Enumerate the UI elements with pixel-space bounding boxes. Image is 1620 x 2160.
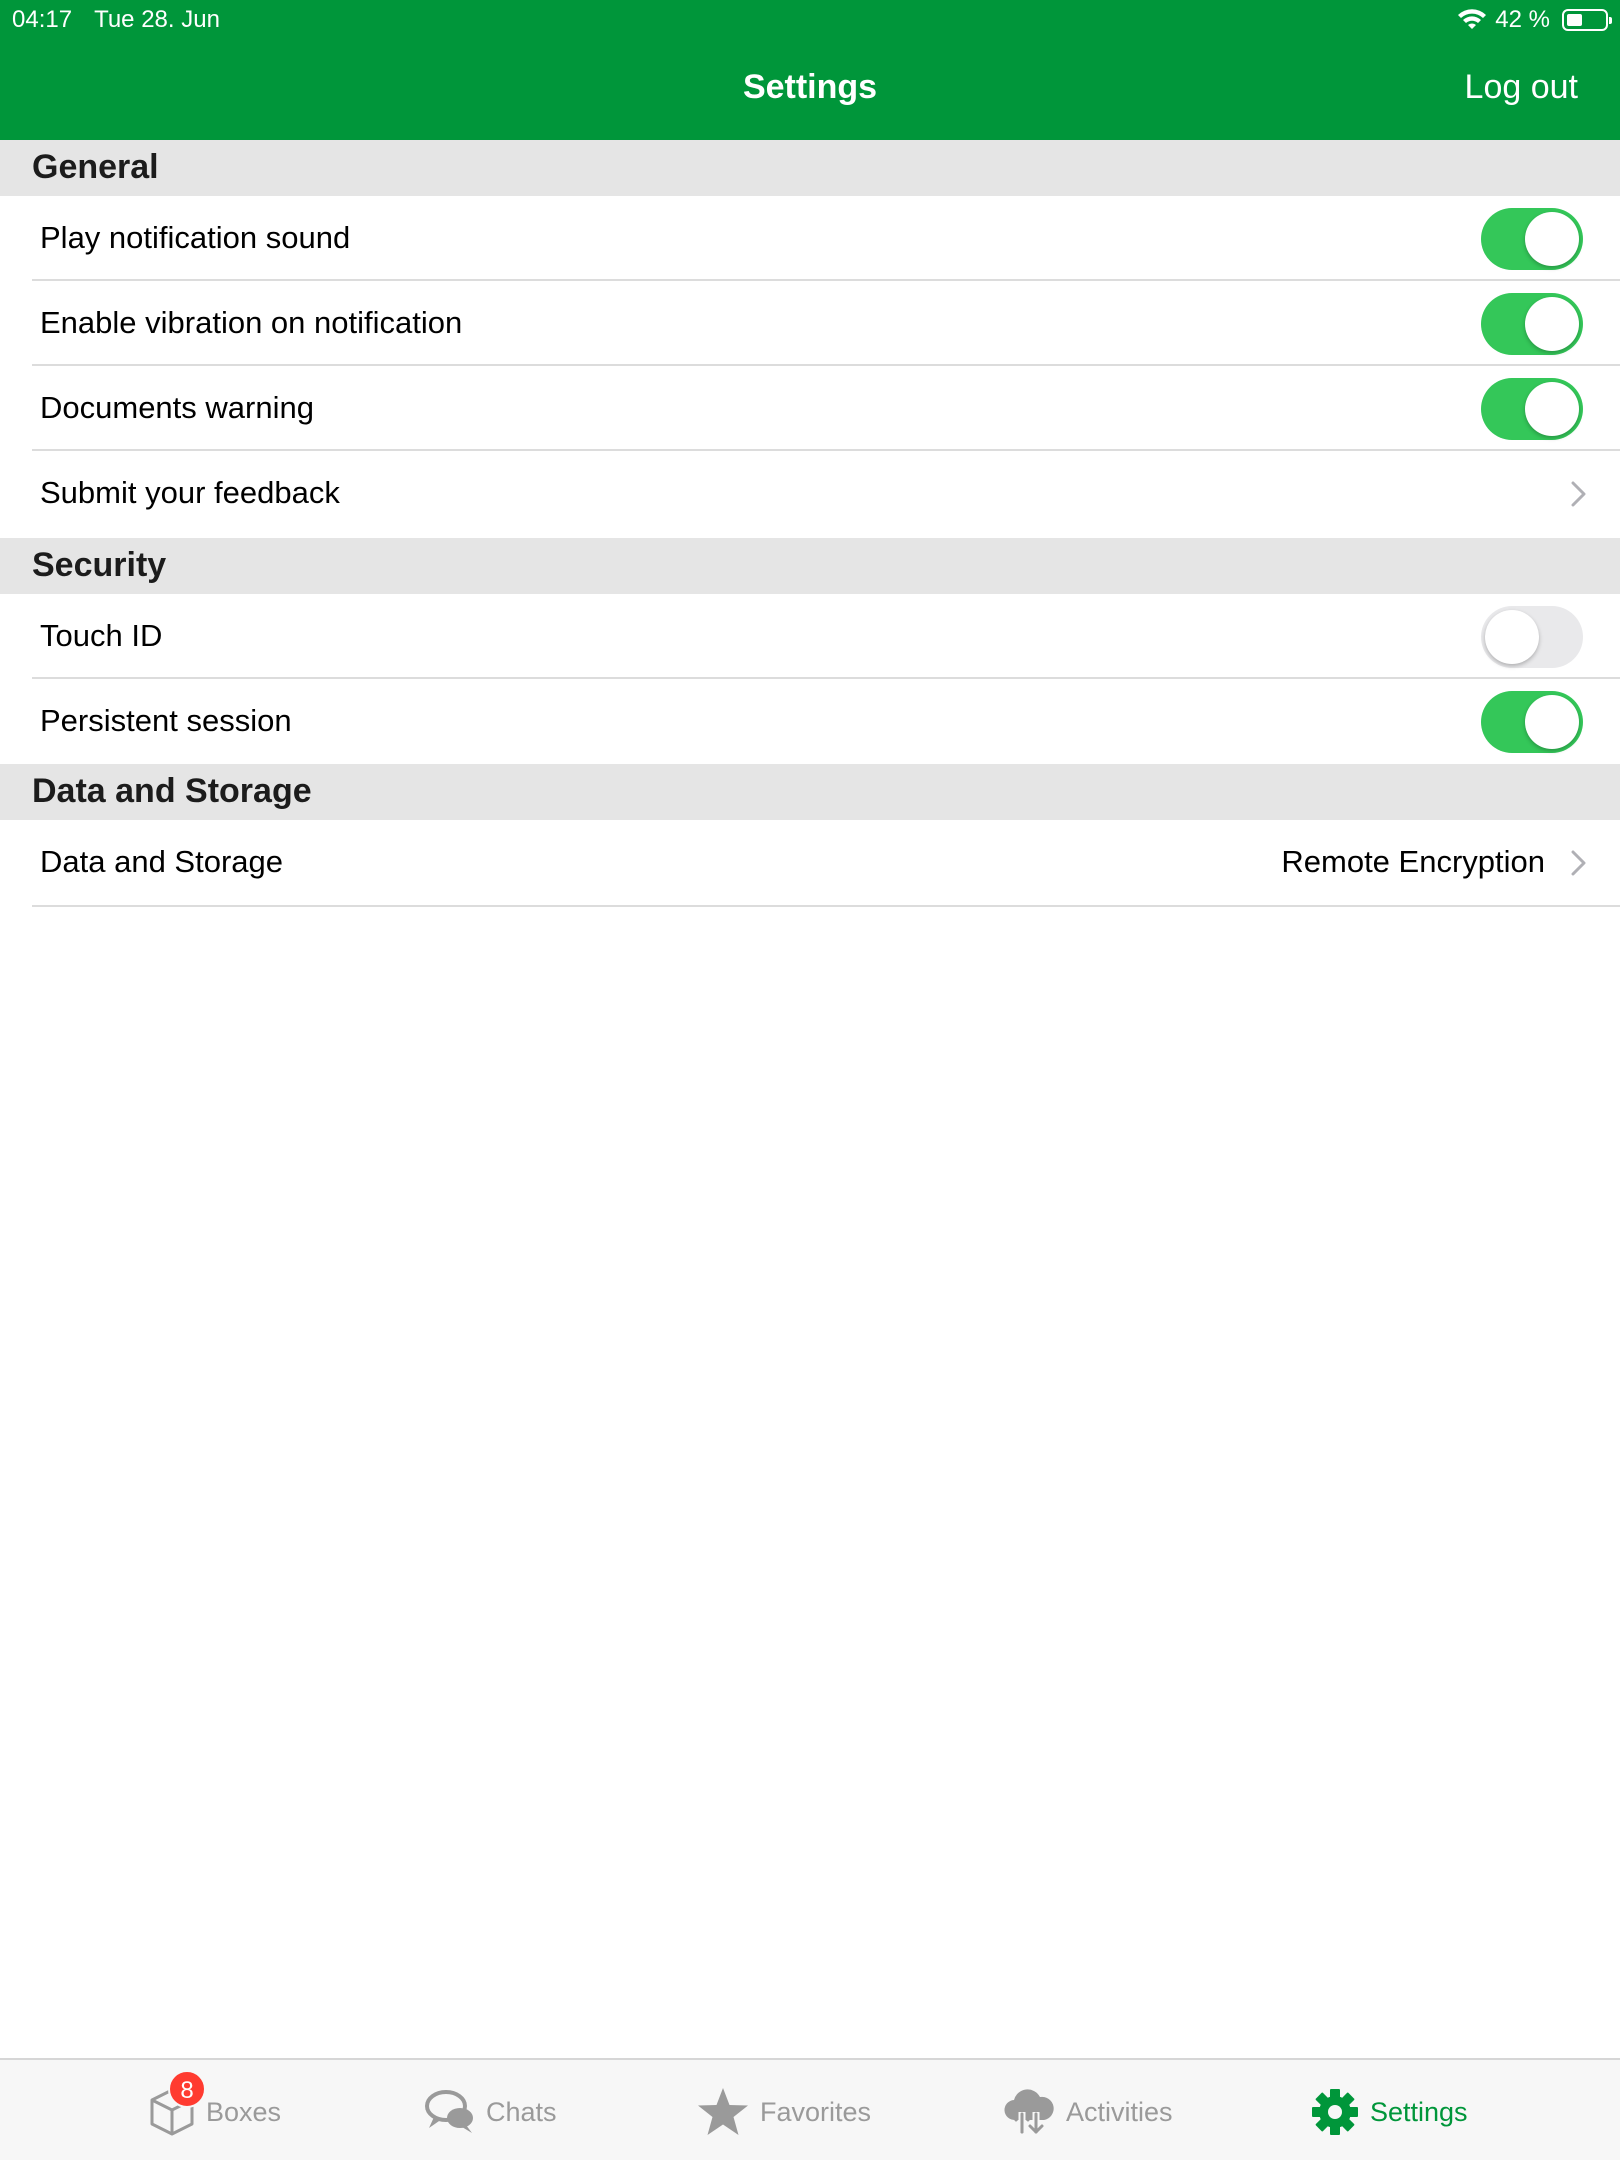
- persistent-session-toggle[interactable]: [1481, 691, 1583, 753]
- gear-icon: [1310, 2087, 1360, 2137]
- setting-label: Touch ID: [40, 618, 163, 653]
- section-header-data-storage: [0, 764, 1620, 820]
- setting-row-vibration: [0, 281, 1620, 366]
- tab-label: Boxes: [206, 2096, 282, 2127]
- vibration-toggle[interactable]: [1481, 293, 1583, 355]
- tab-label: Activities: [1066, 2096, 1173, 2127]
- tab-boxes[interactable]: [148, 2070, 281, 2154]
- status-time: 04:17: [12, 6, 73, 33]
- tab-favorites[interactable]: [696, 2070, 871, 2154]
- star-icon: [696, 2086, 750, 2138]
- section-title: General: [32, 148, 159, 186]
- status-bar: [0, 0, 1620, 40]
- tab-label: Favorites: [760, 2096, 872, 2127]
- setting-row-documents-warning: [0, 366, 1620, 451]
- boxes-badge: 8: [168, 2070, 206, 2108]
- documents-warning-toggle[interactable]: [1481, 378, 1583, 440]
- touch-id-toggle[interactable]: [1481, 606, 1583, 668]
- log-out-button[interactable]: Log out: [1464, 68, 1578, 106]
- status-date: Tue 28. Jun: [94, 6, 220, 33]
- chevron-right-icon: [1570, 481, 1588, 507]
- wifi-icon: [1457, 9, 1487, 31]
- tab-bar: [0, 2058, 1620, 2160]
- section-header-general: [0, 140, 1620, 196]
- submit-feedback-row[interactable]: [0, 451, 1620, 536]
- setting-label: Enable vibration on notification: [40, 305, 463, 340]
- page-title: Settings: [742, 68, 878, 106]
- setting-label: Persistent session: [40, 703, 292, 738]
- chat-bubbles-icon: [424, 2088, 476, 2136]
- section-header-security: [0, 538, 1620, 594]
- setting-label: Data and Storage: [40, 844, 284, 879]
- data-storage-row[interactable]: [0, 820, 1620, 907]
- battery-percent: 42 %: [1495, 6, 1550, 33]
- chevron-right-icon: [1570, 850, 1588, 876]
- play-sound-toggle[interactable]: [1481, 208, 1583, 270]
- setting-label: Documents warning: [40, 390, 314, 425]
- tab-settings[interactable]: [1310, 2070, 1468, 2154]
- tab-chats[interactable]: [424, 2070, 557, 2154]
- setting-label: Play notification sound: [40, 220, 351, 255]
- tab-activities[interactable]: [1002, 2070, 1173, 2154]
- data-storage-value: Remote Encryption: [1281, 844, 1545, 879]
- section-title: Data and Storage: [32, 772, 312, 810]
- cloud-sync-icon: [1002, 2088, 1056, 2136]
- setting-row-persistent-session: [0, 679, 1620, 764]
- navigation-bar: [0, 40, 1620, 140]
- tab-label: Settings: [1370, 2096, 1468, 2127]
- tab-label: Chats: [486, 2096, 557, 2127]
- setting-row-play-sound: [0, 196, 1620, 281]
- section-title: Security: [32, 546, 167, 584]
- setting-label: Submit your feedback: [40, 475, 340, 510]
- battery-icon: [1562, 9, 1608, 31]
- setting-row-touch-id: [0, 594, 1620, 679]
